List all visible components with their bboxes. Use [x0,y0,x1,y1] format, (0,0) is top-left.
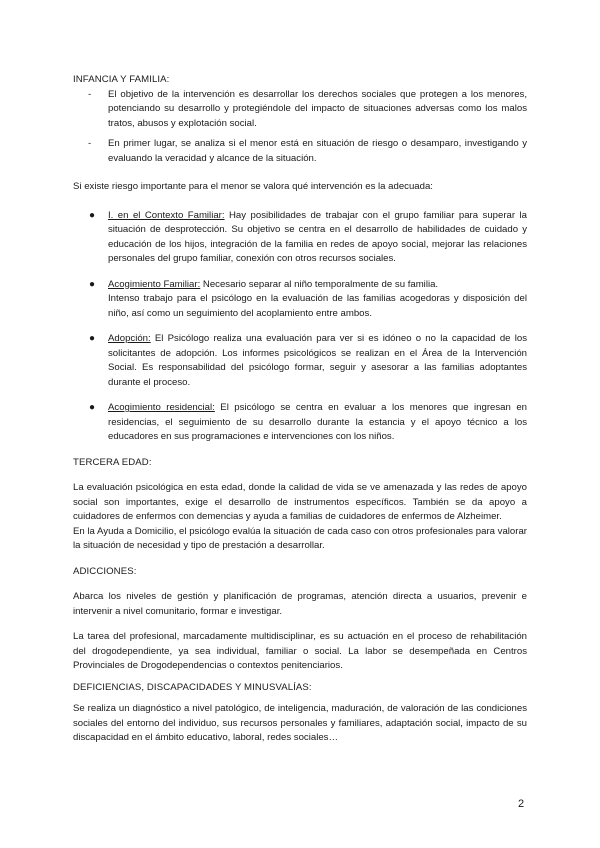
bullet-icon: ● [89,333,96,344]
list-item-text: El objetivo de la intervención es desarrollar los derechos sociales que protegen a los menores, potenciando su desarrollo y protegiéndole del impacto de situaciones adversas como los malos tratos, abusos y explotación social. [108,88,527,129]
list-item-text: En primer lugar, se analiza si el menor está en situación de riesgo o desamparo, investigando y evaluando la veracidad y alcance de la situación. [108,138,527,164]
bullet-label: I. en el Contexto Familiar: [108,209,225,221]
bullet-text: Hay posibilidades de trabajar con el grupo familiar para superar la situación de desprotección. Su objetivo se centra en el desarrollo de habilidades de cuidado y educación de los hijos, integración de la familia en redes de apoyo social, mejorar las relaciones personales del grupo familiar, conexión con otros recursos sociales. [108,209,528,264]
bullet-text: El psicólogo se centra en evaluar a los menores que ingresan en residencias, el seguimiento de su desarrollo durante la estancia y el apoyo técnico a los educadores en sus programaciones e intervenciones con los niños. [108,402,527,442]
dash-marker: - [88,138,92,149]
tercera-edad-paragraph-2: En la Ayuda a Domicilio, el psicólogo evalúa la situación de cada caso con otros profesionales para valorar la situación de necesidad y tipo de prestación a desarrollar. [73,525,527,551]
bullet-icon: ● [89,209,96,221]
page-number: 2 [518,798,525,810]
list-item [73,88,527,132]
bullet-item-acogimiento-residencial [73,401,527,445]
bullet-icon: ● [89,402,96,413]
bullet-item-acogimiento-familiar [73,278,527,322]
tercera-edad-paragraph-1: La evaluación psicológica en esta edad, donde la calidad de vida se ve amenazada y las redes de apoyo social son importantes, exige el desarrollo de instrumentos específicos. También se da apoyo a cuidadores de enfermos con demencias y ayuda a familias de cuidadores de enfermos de Alzheimer. [73,482,527,522]
bullet-text: El Psicólogo realiza una evaluación para ver si es idóneo o no la capacidad de los solicitantes de adopción. Los informes psicológicos se realizan en el Área de la Intervención Social. Es responsabilidad del psicólogo formar, seguir y asesorar a las familias adoptantes durante el proceso. [108,333,527,388]
bullet-icon: ● [89,278,96,290]
infancia-dash-list [73,88,527,167]
adicciones-paragraph-1: Abarca los niveles de gestión y planificación de programas, atención directa a usuarios, prevenir e intervenir a nivel comunitario, formar e investigar. [73,591,527,617]
bullet-label: Adopción: [108,333,151,344]
bullet-text: Necesario separar al niño temporalmente de su familia. [200,278,439,290]
list-item [73,137,527,166]
bullet-extra-text: Intenso trabajo para el psicólogo en la evaluación de las familias acogedoras y disposición del niño, así como un seguimiento del acoplamiento entre ambos. [108,293,527,319]
intervention-bullet-list [73,209,527,445]
section-title-adicciones: ADICCIONES: [73,565,137,577]
bullet-label: Acogimiento residencial: [108,402,215,413]
adicciones-paragraph-2: La tarea del profesional, marcadamente multidisciplinar, es su actuación en el proceso de rehabilitación del drogodependiente, ya sea individual, familiar o social. La labor se desempeñada en Centros Provinciales de Drogodependencias o contextos penitenciarios. [73,631,527,671]
bullet-label: Acogimiento Familiar: [108,278,201,290]
bullet-item-adopcion [73,332,527,390]
page-content [73,73,527,746]
section-title-deficiencias: DEFICIENCIAS, DISCAPACIDADES Y MINUSVALÍAS: [73,681,312,693]
section-title-infancia: INFANCIA Y FAMILIA: [73,74,170,85]
deficiencias-paragraph-1: Se realiza un diagnóstico a nivel patológico, de inteligencia, maduración, de valoración de las condiciones sociales del entorno del individuo, sus recursos personales y familiares, adaptación social, impacto de su discapacidad en el ámbito educativo, laboral, redes sociales… [73,703,527,743]
bullet-item-contexto-familiar [73,209,527,267]
section-title-tercera-edad: TERCERA EDAD: [73,456,152,468]
infancia-intro: Si existe riesgo importante para el menor se valora qué intervención es la adecuada: [73,181,433,192]
dash-marker: - [88,88,92,100]
